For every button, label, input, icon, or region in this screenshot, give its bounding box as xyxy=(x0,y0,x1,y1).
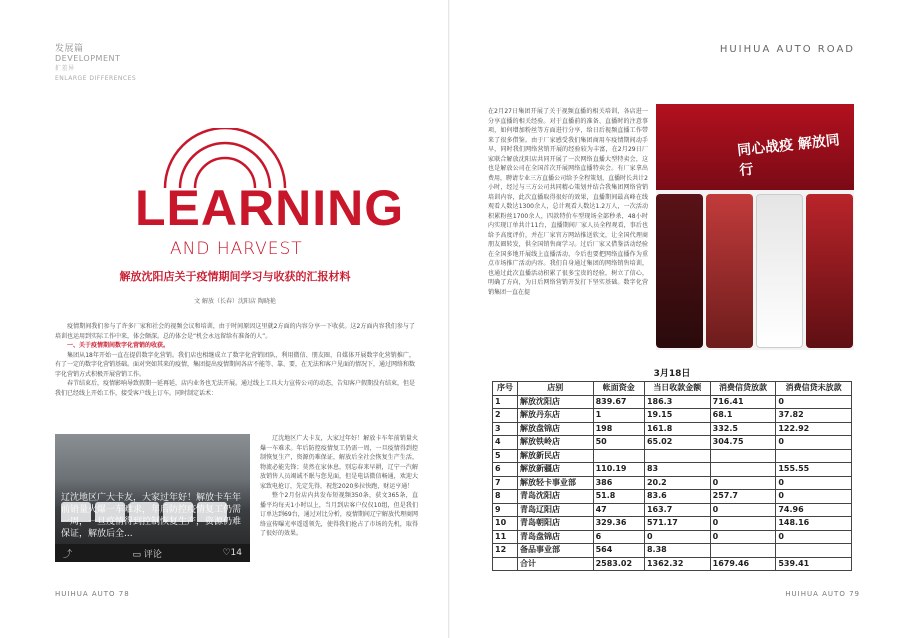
table-cell: 9 xyxy=(493,503,518,517)
footer-brand: HUIHUA AUTO xyxy=(55,590,116,598)
table-cell: 716.41 xyxy=(710,395,776,409)
photo-slogan: 同心战疫 解放同行 xyxy=(736,132,841,179)
phone-screenshot-3 xyxy=(756,194,803,348)
table-cell: 12 xyxy=(493,544,518,558)
table-cell: 青岛辽阳店 xyxy=(518,503,594,517)
table-cell: 10 xyxy=(493,517,518,531)
table-cell: 解放轻卡事业部 xyxy=(518,476,594,490)
brand-top: HUIHUA AUTO ROAD xyxy=(719,44,855,55)
table-cell: 6 xyxy=(493,463,518,477)
table-cell: 329.36 xyxy=(593,517,644,531)
table-row xyxy=(493,463,852,477)
video-action-bar xyxy=(55,544,250,562)
video-caption: 辽沈地区广大卡友，大家过年好！解放卡车年前销量火爆一车难求，年后防控疫情复工仍需一周，一旦疫情得到控制恢复生产，资源仍难保证，解放后全... xyxy=(61,493,242,539)
table-row xyxy=(493,422,852,436)
table-cell: 0 xyxy=(776,436,852,450)
table-cell: 青岛朝阳店 xyxy=(518,517,594,531)
table-row xyxy=(493,449,852,463)
table-cell xyxy=(644,449,710,463)
table-cell: 青岛沈阳店 xyxy=(518,490,594,504)
share-icon[interactable]: ⤴ xyxy=(63,549,73,560)
table-cell: 83 xyxy=(644,463,710,477)
table-header-row xyxy=(493,382,852,396)
paragraph-3: 辽沈地区广大卡友，大家过年好！解放卡车年前销量火爆一车难求。年后防控疫情复工仍需一周，一旦疫情得到控制恢复生产，资源仍难保证，解放后全社会恢复生产生活，物流必能先锋；莫然在家休息，别忘春来早耕，辽宁一汽解放销售人员竭诚不眠与您见面，但是电话微信畅通，欢迎大家致电抢订，先定先得，祝您2020多拉快跑，财运亨通！ xyxy=(260,435,418,490)
table-total-row xyxy=(493,557,852,571)
table-cell: 20.2 xyxy=(644,476,710,490)
table-cell: 37.82 xyxy=(776,409,852,423)
table-date: 3月18日 xyxy=(653,369,691,379)
table-row xyxy=(493,409,852,423)
photo-collage xyxy=(656,104,854,350)
table-cell: 50 xyxy=(593,436,644,450)
table-body xyxy=(493,395,852,571)
table-cell: 161.8 xyxy=(644,422,710,436)
body-block-1 xyxy=(55,322,415,398)
paragraph-2: 春节结束后，疫情影响导致假期一延再延，店内业务也无法开展。通过线上工具大力宣传公司的动态，告知客户假期没有结束，但是我们已经线上开始工作，接受客户线上订车。同时制定话术： xyxy=(55,380,416,397)
table-row xyxy=(493,503,852,517)
table-cell: 198 xyxy=(593,422,644,436)
phone-screenshot-2 xyxy=(706,194,753,348)
table-cell xyxy=(776,449,852,463)
table-cell: 0 xyxy=(710,517,776,531)
table-cell: 合计 xyxy=(518,557,594,571)
table-cell xyxy=(593,449,644,463)
section-en: DEVELOPMENT xyxy=(55,54,121,63)
paragraph-4: 整个2月份店内共发布短视频350条，获文365条，直播平均每天1小时以上，当月到店客户仅仅10组，但是我们订单达到69台，通过对比分析，疫情期间辽宁解放代理商网络宣传曝光率遥遥领先，使得我们抢占了市场的先机，取得了很好的效果。 xyxy=(260,492,418,537)
table-cell: 解放丹东店 xyxy=(518,409,594,423)
table-cell xyxy=(493,557,518,571)
arcs-logo xyxy=(160,128,290,188)
section-en-small: ENLARGE DIFFERENCES xyxy=(55,75,137,82)
table-cell: 1679.46 xyxy=(710,557,776,571)
table-cell: 0 xyxy=(776,395,852,409)
table-row xyxy=(493,544,852,558)
header-cell: 帐面资金 xyxy=(593,382,644,396)
table-cell: 8 xyxy=(493,490,518,504)
event-stage-photo xyxy=(656,104,854,190)
table-cell: 564 xyxy=(593,544,644,558)
table-cell: 51.8 xyxy=(593,490,644,504)
section-cn: 发展篇 xyxy=(55,44,84,54)
table-cell: 539.41 xyxy=(776,557,852,571)
table-cell: 1362.32 xyxy=(644,557,710,571)
table-cell: 0 xyxy=(776,530,852,544)
video-card[interactable] xyxy=(55,434,250,562)
phone-screenshot-1 xyxy=(656,194,703,348)
table-row xyxy=(493,517,852,531)
table-cell: 0 xyxy=(710,503,776,517)
table-cell: 19.15 xyxy=(644,409,710,423)
table-cell: 2 xyxy=(493,409,518,423)
table-cell xyxy=(710,463,776,477)
table-cell: 0 xyxy=(644,530,710,544)
table-cell: 163.7 xyxy=(644,503,710,517)
footer-right xyxy=(785,590,860,598)
table-cell: 0 xyxy=(776,490,852,504)
table-cell: 2583.02 xyxy=(593,557,644,571)
table-cell: 7 xyxy=(493,476,518,490)
table-cell xyxy=(776,544,852,558)
table-cell: 332.5 xyxy=(710,422,776,436)
comment-button[interactable]: ▭ 评论 xyxy=(132,549,162,560)
header-cell: 消费信贷未放款 xyxy=(776,382,852,396)
phone-screenshot-4 xyxy=(806,194,853,348)
table-cell: 83.6 xyxy=(644,490,710,504)
comment-label: 评论 xyxy=(143,549,162,560)
table-cell: 0 xyxy=(710,476,776,490)
title-main: LEARNING xyxy=(135,180,405,236)
intro-paragraph: 疫情期间我们参与了许多厂家和社会的视频会议和培训，由于时间原因这里就2方面的内容分享一下收获。这2方面内容我们参与了培训也运用到实际工作中来，体会颇深。总的体会是“机会永远留给有准备的人”。 xyxy=(55,323,415,340)
table-cell: 0 xyxy=(776,476,852,490)
table-cell: 110.19 xyxy=(593,463,644,477)
table-cell: 155.55 xyxy=(776,463,852,477)
finance-table xyxy=(492,367,852,571)
table-row xyxy=(493,395,852,409)
subhead: 一、关于疫情期间数字化营销的收获。 xyxy=(67,342,170,349)
table-cell: 0 xyxy=(710,530,776,544)
table-cell: 5 xyxy=(493,449,518,463)
section-header xyxy=(55,44,136,84)
page-number: 79 xyxy=(849,590,860,598)
article-headline: 解放沈阳店关于疫情期间学习与收获的汇报材料 xyxy=(119,270,351,283)
header-cell: 序号 xyxy=(493,382,518,396)
table-cell: 解放沈阳店 xyxy=(518,395,594,409)
header-cell: 当日收款金额 xyxy=(644,382,710,396)
table-cell: 3 xyxy=(493,422,518,436)
table-cell: 148.16 xyxy=(776,517,852,531)
table-cell: 解放新疆店 xyxy=(518,463,594,477)
title-sub: AND HARVEST xyxy=(170,239,303,259)
data-table xyxy=(492,381,852,571)
header-cell: 消费信贷放款 xyxy=(710,382,776,396)
paragraph-1: 集团从18年开始一直在提倡数字化营销。我们店也相继成立了数字化营销团队，利用微信、朋友圈、自媒体开展数字化营销推广，有了一定的数字化营销基础。面对突如其来的疫情，集团提出疫情期间各店不能等、靠、要，在无法和客户见面的情况下，通过网络和数字化营销方式积极开展营销工作。 xyxy=(55,351,416,378)
table-row xyxy=(493,490,852,504)
table-cell: 备品事业部 xyxy=(518,544,594,558)
right-paragraph: 在2月27日集团开展了关于视频直播的相关培训，各店进一分享直播的相关经验。对于直播前的准备、直播时的注意事项，如何增加粉丝等方面进行分享，给日后视频直播工作带来了很多借鉴。由于厂家感受我们集团商用车疫情期间动手早，同时我们网络营销开展的经验较为丰富，在2月29日厂家联合解放沈阳店共同开展了一次网络直播大型特卖会，这也是解放公司在全国首次开展网络直播特卖会。有厂家拿出费用，聘请专业三方直播公司给予全程策划，直播时长共计2小时，经过与三方公司共同精心策划并结合我集团网络营销培训内容，此次直播取得很好的效果，直播期间最高峰在线观看人数达1300余人，总计观看人数达1.2万人，一次活动积累粉丝1700余人，四款特价车型现场全部秒杀，48小时内实现订单共计11台，直播期间厂家人员全程观看，事后也给予高度评价，并在厂家官方网站推送软文，让全国代理商朋友圈转发，供全国销售商学习。过后厂家又借鉴活动经验在全国多地开展线上直播活动，今后也要把网络直播作为重点市场推广活动内容。我们自身通过集团的网络销售培训，也通过此次直播活动积累了很多宝贵的经验，树立了信心，明确了方向，为日后网络营销开发打下坚实基础。数字化营销集团一直在提 xyxy=(488,108,648,296)
table-cell: 6 xyxy=(593,530,644,544)
table-cell: 304.75 xyxy=(710,436,776,450)
table-cell: 839.67 xyxy=(593,395,644,409)
table-row xyxy=(493,436,852,450)
table-row xyxy=(493,530,852,544)
table-row xyxy=(493,476,852,490)
article-byline: 文 解放（长春）沈阳店 陶晓艳 xyxy=(194,298,276,305)
body-block-2 xyxy=(260,434,418,539)
table-cell: 47 xyxy=(593,503,644,517)
table-cell: 青岛盘锦店 xyxy=(518,530,594,544)
table-cell: 解放铁岭店 xyxy=(518,436,594,450)
like-count: 14 xyxy=(230,548,242,558)
table-cell: 122.92 xyxy=(776,422,852,436)
table-cell: 11 xyxy=(493,530,518,544)
table-cell: 1 xyxy=(493,395,518,409)
footer-brand: HUIHUA AUTO xyxy=(785,590,846,598)
table-cell: 解放新民店 xyxy=(518,449,594,463)
section-cn-small: 扩差异 xyxy=(55,65,75,72)
table-cell: 257.7 xyxy=(710,490,776,504)
table-cell: 8.38 xyxy=(644,544,710,558)
table-cell: 74.96 xyxy=(776,503,852,517)
footer-left xyxy=(55,590,130,598)
table-cell: 1 xyxy=(593,409,644,423)
table-cell xyxy=(710,544,776,558)
table-cell: 65.02 xyxy=(644,436,710,450)
table-cell: 解放盘锦店 xyxy=(518,422,594,436)
table-cell: 186.3 xyxy=(644,395,710,409)
table-cell: 4 xyxy=(493,436,518,450)
table-cell xyxy=(710,449,776,463)
header-cell: 店别 xyxy=(518,382,594,396)
page-number: 78 xyxy=(118,590,130,598)
like-button[interactable]: ♡14 xyxy=(222,548,242,558)
table-cell: 386 xyxy=(593,476,644,490)
table-cell: 68.1 xyxy=(710,409,776,423)
table-cell: 571.17 xyxy=(644,517,710,531)
